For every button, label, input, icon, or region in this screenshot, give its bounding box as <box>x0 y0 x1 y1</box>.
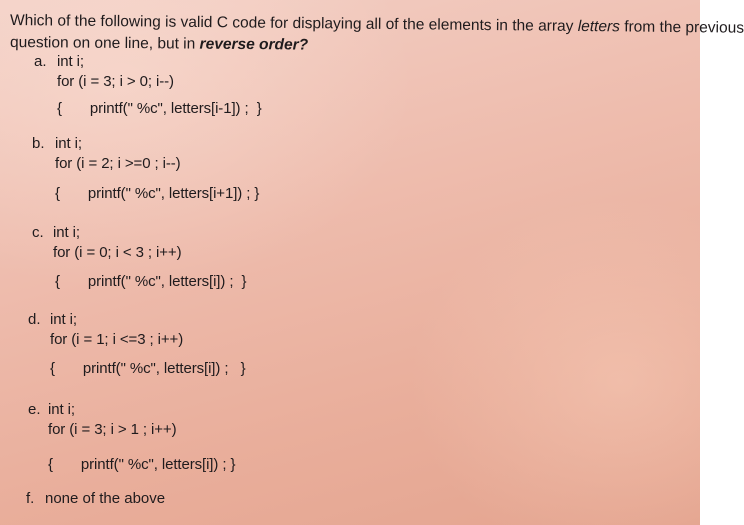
option-c-brace-open: { <box>55 273 60 290</box>
question-text-2a: question on one line, but in <box>9 34 200 53</box>
option-e-brace-open: { <box>48 456 53 473</box>
option-d-printf: printf(" %c", letters[i]) ; <box>82 360 229 377</box>
option-b-loop: for (i = 2; i >=0 ; i--) <box>55 155 181 172</box>
option-c-loop: for (i = 0; i < 3 ; i++) <box>53 244 182 261</box>
option-b-brace-close: } <box>254 185 260 202</box>
option-a-label: a. <box>34 53 47 70</box>
question-line-2 <box>10 34 308 55</box>
option-a-decl: int i; <box>57 53 84 70</box>
option-f-label: f. <box>26 490 35 507</box>
option-c-decl: int i; <box>53 224 80 241</box>
option-a-body <box>57 100 262 118</box>
option-a-printf: printf(" %c", letters[i-1]) ; <box>89 100 249 117</box>
option-b-printf: printf(" %c", letters[i+1]) ; <box>87 185 251 202</box>
array-name: letters <box>577 17 621 36</box>
option-e-label: e. <box>28 401 41 418</box>
option-a-brace-close: } <box>256 100 262 117</box>
option-e-brace-close: } <box>230 456 236 473</box>
option-a-brace-open: { <box>57 100 62 117</box>
option-e-printf: printf(" %c", letters[i]) ; <box>80 456 227 473</box>
option-d-brace-close: } <box>240 360 246 377</box>
option-d-decl: int i; <box>50 311 77 328</box>
option-a-loop: for (i = 3; i > 0; i--) <box>57 73 174 90</box>
option-d-brace-open: { <box>50 360 55 377</box>
option-c-brace-close: } <box>241 273 247 290</box>
option-e-body <box>48 456 235 474</box>
question-text-1b: from the previous <box>619 18 744 37</box>
option-b-brace-open: { <box>55 185 60 202</box>
option-d-label: d. <box>28 311 41 328</box>
question-line-1 <box>10 12 744 38</box>
option-d-body <box>50 360 246 378</box>
option-e-loop: for (i = 3; i > 1 ; i++) <box>48 421 177 438</box>
option-e-decl: int i; <box>48 401 75 418</box>
option-c-printf: printf(" %c", letters[i]) ; <box>87 273 234 290</box>
option-b-label: b. <box>32 135 45 152</box>
option-f-text: none of the above <box>45 490 166 507</box>
question-text-1a: Which of the following is valid C code for displaying all of the elements in the array <box>9 12 578 35</box>
option-b-body <box>55 185 259 203</box>
option-c-body <box>55 273 246 291</box>
option-b-decl: int i; <box>55 135 82 152</box>
option-c-label: c. <box>32 224 44 241</box>
reverse-order-text: reverse order? <box>199 35 309 54</box>
option-d-loop: for (i = 1; i <=3 ; i++) <box>50 331 184 348</box>
